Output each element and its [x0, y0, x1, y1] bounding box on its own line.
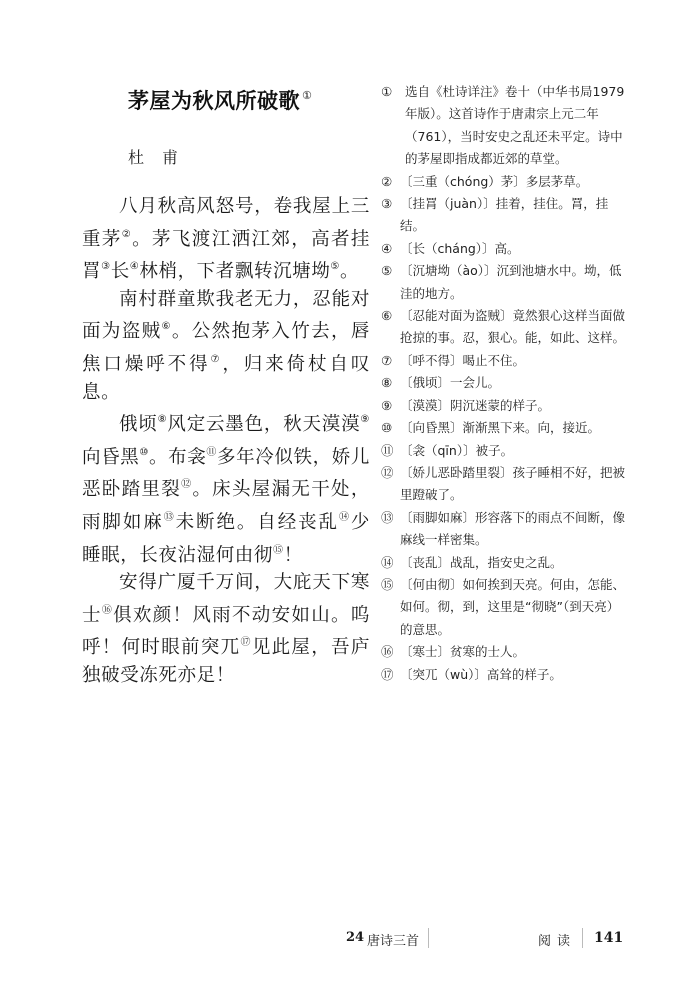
footnote-number: ⑫: [381, 464, 394, 480]
footnote-item: [381, 641, 629, 663]
poem-text: 安得广厦千万间，大庇天下寒士: [82, 572, 370, 626]
footnote-number: ⑯: [381, 644, 394, 660]
footnote-item: [381, 171, 629, 193]
footnote-text: 选自《杜诗详注》卷十（中华书局1979年版）。这首诗作于唐肃宗上元二年（761），当时安史之乱还未平定。诗中的茅屋即指成都近郊的草堂。: [405, 84, 625, 167]
footnote-number: ⑨: [381, 397, 393, 413]
footnote-text: 〔雨脚如麻〕形容落下的雨点不间断，像麻线一样密集。: [400, 509, 626, 548]
footnote-ref: ⑭: [338, 511, 351, 523]
footnote-number: ⑩: [381, 420, 393, 436]
footnote-text: 〔娇儿恶卧踏里裂〕孩子睡相不好，把被里蹬破了。: [400, 464, 626, 503]
author-name: 杜甫: [128, 148, 197, 167]
footnote-text: 〔三重（chóng）茅〕多层茅草。: [400, 173, 589, 189]
footnote-item: [381, 305, 629, 350]
poem-text: 长: [110, 261, 130, 283]
poem-paragraph: [82, 406, 370, 569]
footnote-item: [381, 238, 629, 260]
poem-text: 。茅飞渡江洒江郊，高者挂罥: [82, 228, 370, 283]
footnotes-list: [381, 81, 629, 686]
poem-text: 林梢，下者飘转沉塘坳: [139, 261, 331, 283]
footnote-text: 〔挂罥（juàn）〕挂着，挂住。罥，挂结。: [400, 196, 609, 234]
footnote-ref: ②: [121, 228, 133, 240]
footnote-ref: ④: [129, 261, 140, 273]
footnote-ref: ⑫: [181, 479, 193, 491]
footnote-number: ⑤: [381, 263, 393, 279]
poem-text: 风定云墨色，秋天漠漠: [167, 414, 361, 436]
footnote-item: [381, 440, 629, 462]
footnote-text: 〔向昏黑〕渐渐黑下来。向，接近。: [400, 420, 601, 436]
footnote-number: ②: [381, 173, 393, 189]
footnote-ref: ①: [302, 89, 313, 102]
poem-text: 俄顷: [119, 414, 158, 436]
footnote-text: 〔突兀（wù）〕高耸的样子。: [400, 666, 562, 682]
footnote-number: ⑦: [381, 352, 393, 368]
poem-text: 。布衾: [148, 446, 207, 468]
divider: [428, 928, 429, 948]
footnote-item: [381, 350, 629, 372]
footnote-text: 〔俄顷〕一会儿。: [400, 375, 501, 391]
footnote-ref: ⑧: [157, 414, 168, 426]
poem-text: 向昏黑: [82, 446, 140, 468]
poem-text: 。公然抱茅入竹去，唇焦口燥呼不得: [82, 321, 370, 375]
footnote-number: ③: [381, 196, 393, 212]
footnote-text: 〔衾（qīn）〕被子。: [400, 442, 514, 458]
footnote-text: 〔长（cháng）〕高。: [400, 240, 520, 256]
footnote-number: ⑭: [381, 554, 394, 570]
footnote-text: 〔沉塘坳（ào）〕沉到池塘水中。坳，低洼的地方。: [400, 263, 622, 301]
footnote-text: 〔丧乱〕战乱，指安史之乱。: [400, 554, 563, 570]
poem-text: 八月秋高风怒号，卷我屋上三重茅: [82, 196, 370, 250]
poem-text: 未断绝。自经丧乱: [175, 511, 339, 533]
poem-paragraph: [82, 286, 370, 406]
footnote-number: ⑬: [381, 509, 394, 525]
poem-text: 南村群童欺我老无力，忍能对面为盗贼: [82, 288, 370, 343]
footnote-text: 〔忍能对面为盗贼〕竟然狠心这样当面做抢掠的事。忍，狠心。能，如此、这样。: [400, 308, 626, 346]
poem-paragraph: [82, 193, 370, 286]
footnote-item: [381, 417, 629, 439]
footnote-text: 〔何由彻〕如何挨到天亮。何由，怎能、如何。彻，到，这里是“彻晓”（到天亮）的意思。: [400, 576, 626, 637]
page-footer: [0, 930, 700, 950]
unit-title: 唐诗三首: [367, 934, 420, 949]
poem-title: [128, 85, 312, 115]
poem-text: 。: [339, 261, 360, 283]
footnote-ref: ⑥: [161, 321, 172, 333]
footnote-number: ⑧: [381, 375, 393, 391]
footnote-ref: ⑨: [360, 414, 370, 426]
poem-text: ！: [283, 544, 303, 566]
footnote-ref: ⑰: [240, 637, 252, 649]
footnote-ref: ⑦: [210, 353, 223, 365]
poem-text: 多年冷似铁，娇儿恶卧踏里裂: [82, 446, 370, 501]
footnote-ref: ⑮: [273, 544, 284, 556]
poem-text: 少睡眠，长夜沾湿何由彻: [82, 511, 370, 566]
poem-text: 。床头屋漏无干处，雨脚如麻: [82, 479, 370, 533]
footnote-number: ④: [381, 240, 393, 256]
footnote-item: [381, 507, 629, 552]
footnote-item: [381, 552, 629, 574]
divider: [582, 928, 583, 948]
poem-paragraph: [82, 569, 370, 689]
poem-text: 见此屋，吾庐独破受冻死亦足！: [82, 637, 370, 686]
section-label: 阅读: [538, 934, 577, 949]
footnote-ref: ③: [101, 261, 111, 273]
footnote-item: [381, 664, 629, 686]
footnote-ref: ⑤: [330, 261, 340, 273]
footnote-item: [381, 260, 629, 305]
poem-body: [82, 193, 370, 690]
footnote-item: [381, 395, 629, 417]
footnote-item: [381, 81, 629, 171]
poem-text: ，归来倚杖自叹息。: [82, 353, 370, 403]
footnote-number: ⑪: [381, 442, 394, 458]
footnote-text: 〔漠漠〕阴沉迷蒙的样子。: [400, 397, 551, 413]
unit-number: 24: [346, 930, 365, 945]
footnote-item: [381, 193, 629, 238]
footnote-item: [381, 462, 629, 507]
footnote-ref: ⑬: [163, 511, 176, 523]
footnote-text: 〔寒士〕贫寒的士人。: [400, 644, 526, 660]
footnote-number: ⑮: [381, 576, 394, 592]
footnote-number: ⑰: [381, 666, 394, 682]
footnote-ref: ⑯: [101, 604, 114, 616]
footnote-item: [381, 372, 629, 394]
footnote-ref: ⑪: [206, 446, 217, 458]
title-text: 茅屋为秋风所破歌: [128, 89, 300, 113]
footnote-item: [381, 574, 629, 641]
footnote-number: ①: [381, 84, 393, 99]
page-number: 141: [594, 930, 624, 946]
poem-text: 俱欢颜！风雨不动安如山。呜呼！何时眼前突兀: [82, 604, 370, 659]
footnote-number: ⑥: [381, 308, 393, 324]
footnote-ref: ⑩: [139, 446, 149, 458]
footnote-text: 〔呼不得〕喝止不住。: [400, 352, 526, 368]
